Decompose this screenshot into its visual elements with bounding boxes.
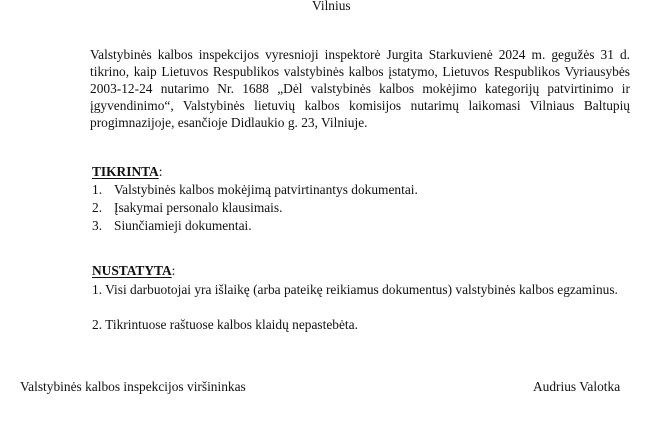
signatory-title: Valstybinės kalbos inspekcijos viršininkas	[20, 379, 246, 394]
checked-item-number: 1.	[92, 182, 103, 197]
checked-item-number: 2.	[92, 200, 103, 215]
checked-item-text: Siunčiamieji dokumentai.	[114, 218, 252, 233]
checked-heading-colon: :	[158, 164, 163, 179]
findings-heading-label: NUSTATYTA	[92, 263, 172, 278]
city-heading: Vilnius	[312, 0, 351, 13]
checked-item-text: Įsakymai personalo klausimais.	[114, 200, 283, 215]
intro-paragraph	[90, 46, 630, 131]
checked-item-text: Valstybinės kalbos mokėjimą patvirtinantys dokumentai.	[114, 182, 418, 197]
findings-item	[92, 317, 358, 333]
findings-item-text: Visi darbuotojai yra išlaikę (arba pateikę reikiamus dokumentus) valstybinės kalbos egzaminus.	[105, 282, 618, 297]
findings-item-number: 2.	[92, 317, 103, 332]
findings-heading-colon: :	[171, 263, 176, 278]
findings-item	[92, 281, 630, 298]
checked-heading-label: TIKRINTA	[92, 164, 159, 179]
checked-heading	[92, 164, 162, 180]
intro-text: Valstybinės kalbos inspekcijos vyresnioji inspektorė Jurgita Starkuvienė 2024 m. gegužės 31 d. tikrino, kaip Lietuvos Respublikos valstybinės kalbos įstatymo, Lietuvos Respublikos Vyriausybės 2003-12-24 nutarimo Nr. 1688 „Dėl valstybinės kalbos mokėjimo kategorijų patvirtinimo ir įgyvendinimo“, Valstybinės lietuvių kalbos komisijos nutarimų laikomasi Vilniaus Baltupių progimnazijoje, esančioje Didlaukio g. 23, Vilniuje.	[90, 47, 630, 130]
findings-item-number: 1.	[92, 282, 103, 297]
signatory-name: Audrius Valotka	[533, 379, 621, 394]
findings-heading	[92, 263, 175, 279]
findings-item-text: Tikrintuose raštuose kalbos klaidų nepastebėta.	[105, 317, 358, 332]
checked-item-number: 3.	[92, 218, 103, 233]
